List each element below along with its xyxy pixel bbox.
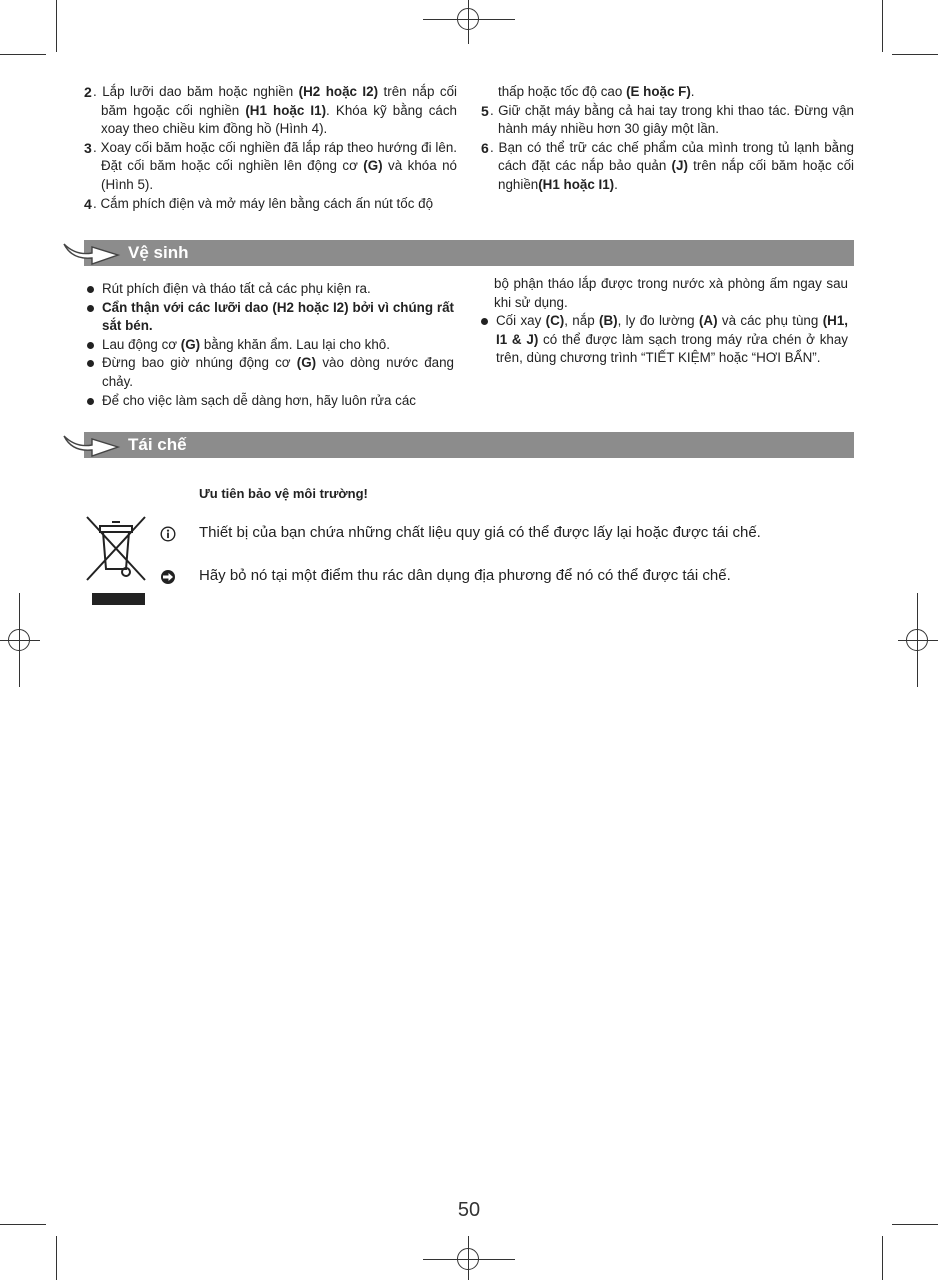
instructions-left-column: [84, 83, 457, 213]
bullet-icon: [87, 398, 94, 405]
bold-text: (H1, I1 & J): [496, 313, 848, 347]
text: Xoay cối băm hoặc cối nghiền đã lắp ráp theo hướng đi lên. Đặt cối băm hoặc cối nghiền lên động cơ: [96, 139, 457, 174]
bold-text: (C): [545, 313, 565, 329]
instructions-right-column: [481, 83, 854, 195]
numbered-step: [84, 139, 457, 195]
bold-text: (H1 hoặc I1): [245, 102, 327, 118]
bullet-item: [84, 299, 454, 336]
bold-text: (A): [698, 313, 718, 329]
text: Giữ chặt máy bằng cả hai tay trong khi thao tác. Đừng vận hành máy nhiều hơn 30 giây một lần.: [493, 102, 854, 137]
text: Lắp lưỡi dao băm hoặc nghiền: [96, 84, 299, 99]
text: có thể được làm sạch trong máy rửa chén ở khay trên, dùng chương trình “TIẾT KIỆM” hoặc “HƠI BẨN”.: [496, 331, 848, 366]
text: thấp hoặc tốc độ cao: [498, 84, 627, 99]
text: trên nắp cối băm hoặc cối nghiền: [498, 158, 854, 192]
bullet-icon: [481, 318, 488, 325]
step-number: 2: [84, 84, 92, 100]
crop-mark: [882, 0, 883, 52]
step-number: 5: [481, 102, 489, 119]
weee-bin-icon: [84, 514, 148, 608]
text: trên nắp cối băm hgoặc cối nghiền: [101, 84, 457, 118]
text: Để cho việc làm sạch dễ dàng hơn, hãy luôn rửa các: [102, 392, 416, 408]
text: Cắm phích điện và mở máy lên bằng cách ấn nút tốc độ: [96, 195, 434, 211]
step-number: 4: [84, 195, 92, 212]
bullet-item: [478, 312, 848, 368]
crop-mark: [892, 54, 938, 55]
registration-circle: [8, 629, 30, 651]
bullet-item: [84, 336, 454, 355]
text: Lau động cơ: [102, 336, 181, 352]
section-bar-cleaning: [84, 240, 854, 266]
bullet-icon: [87, 360, 94, 367]
crop-mark: [892, 1224, 938, 1225]
crop-mark: [0, 1224, 46, 1225]
cleaning-left-column: [84, 280, 454, 410]
bullet-item: [84, 392, 454, 411]
text: . Khóa kỹ bằng cách xoay theo chiều kim đồng hồ (Hình 4).: [101, 102, 457, 137]
section-bar-recycling: [84, 432, 854, 458]
text: , nắp: [564, 313, 600, 329]
page-number: 50: [457, 1199, 481, 1221]
step-number: 6: [481, 139, 489, 156]
text: .: [490, 102, 494, 118]
bullet-item: [84, 354, 454, 391]
recycling-subtitle: Ưu tiên bảo vệ môi trường!: [199, 486, 368, 501]
text: .: [93, 84, 97, 99]
bold-text: (G): [363, 158, 383, 174]
bold-text: (J): [671, 158, 688, 174]
text: Đừng bao giờ nhúng động cơ: [102, 355, 297, 371]
bold-text: Cẩn thận với các lưỡi dao (H2 hoặc I2) bởi vì chúng rất sắt bén.: [102, 299, 454, 334]
text: Bạn có thể trữ các chế phẩm của mình trong tủ lạnh bằng cách đặt các nắp bảo quản: [493, 139, 854, 174]
section-title-recycling: Tái chế: [128, 435, 187, 454]
bold-text: (H2 hoặc I2): [298, 84, 379, 99]
recycling-info-text: Thiết bị của bạn chứa những chất liệu quy giá có thể được lấy lại hoặc được tái chế.: [199, 524, 761, 541]
text: , ly đo lường: [617, 313, 699, 329]
bullet-icon: [87, 305, 94, 312]
text: vào dòng nước đang chảy.: [102, 355, 455, 389]
section-arrow-icon: [62, 428, 124, 462]
bold-text: (B): [599, 313, 618, 329]
registration-circle: [457, 1248, 479, 1270]
text: và khóa nó (Hình 5).: [101, 158, 457, 192]
numbered-step: [84, 83, 457, 139]
text: .: [690, 84, 695, 99]
numbered-step: [481, 102, 854, 139]
info-icon: [160, 526, 176, 542]
text: bộ phận tháo lắp được trong nước xà phòng ấm ngay sau khi sử dụng.: [494, 276, 848, 310]
cleaning-right-column: [478, 275, 848, 368]
crop-mark: [882, 1236, 883, 1280]
text: bằng khăn ẩm. Lau lại cho khô.: [200, 336, 390, 352]
numbered-step: [481, 139, 854, 195]
bullet-icon: [87, 342, 94, 349]
bold-text: (G): [180, 336, 201, 352]
text: .: [93, 139, 97, 155]
bold-text: (E hoặc F): [626, 84, 691, 99]
registration-circle: [457, 8, 479, 30]
continued-paragraph: [478, 275, 848, 312]
bullet-item: [84, 280, 454, 299]
text: và các phụ tùng: [717, 313, 823, 329]
bullet-icon: [87, 286, 94, 293]
text: Rút phích điện và tháo tất cả các phụ kiện ra.: [102, 281, 371, 296]
registration-circle: [906, 629, 928, 651]
crop-mark: [56, 0, 57, 52]
crop-mark: [56, 1236, 57, 1280]
step-number: 3: [84, 139, 92, 156]
bold-text: (H1 hoặc I1): [538, 176, 615, 192]
text: Cối xay: [496, 313, 546, 329]
crop-mark: [0, 54, 46, 55]
recycling-action-text: Hãy bỏ nó tại một điểm thu rác dân dụng địa phương để nó có thể được tái chế.: [199, 567, 731, 584]
bold-text: (G): [296, 355, 317, 371]
action-arrow-icon: [160, 569, 176, 585]
continued-paragraph: [481, 83, 854, 102]
text: .: [614, 176, 618, 192]
text: .: [93, 195, 97, 211]
section-arrow-icon: [62, 236, 124, 270]
numbered-step: [84, 195, 457, 214]
section-title-cleaning: Vệ sinh: [128, 243, 189, 262]
text: .: [490, 139, 494, 155]
